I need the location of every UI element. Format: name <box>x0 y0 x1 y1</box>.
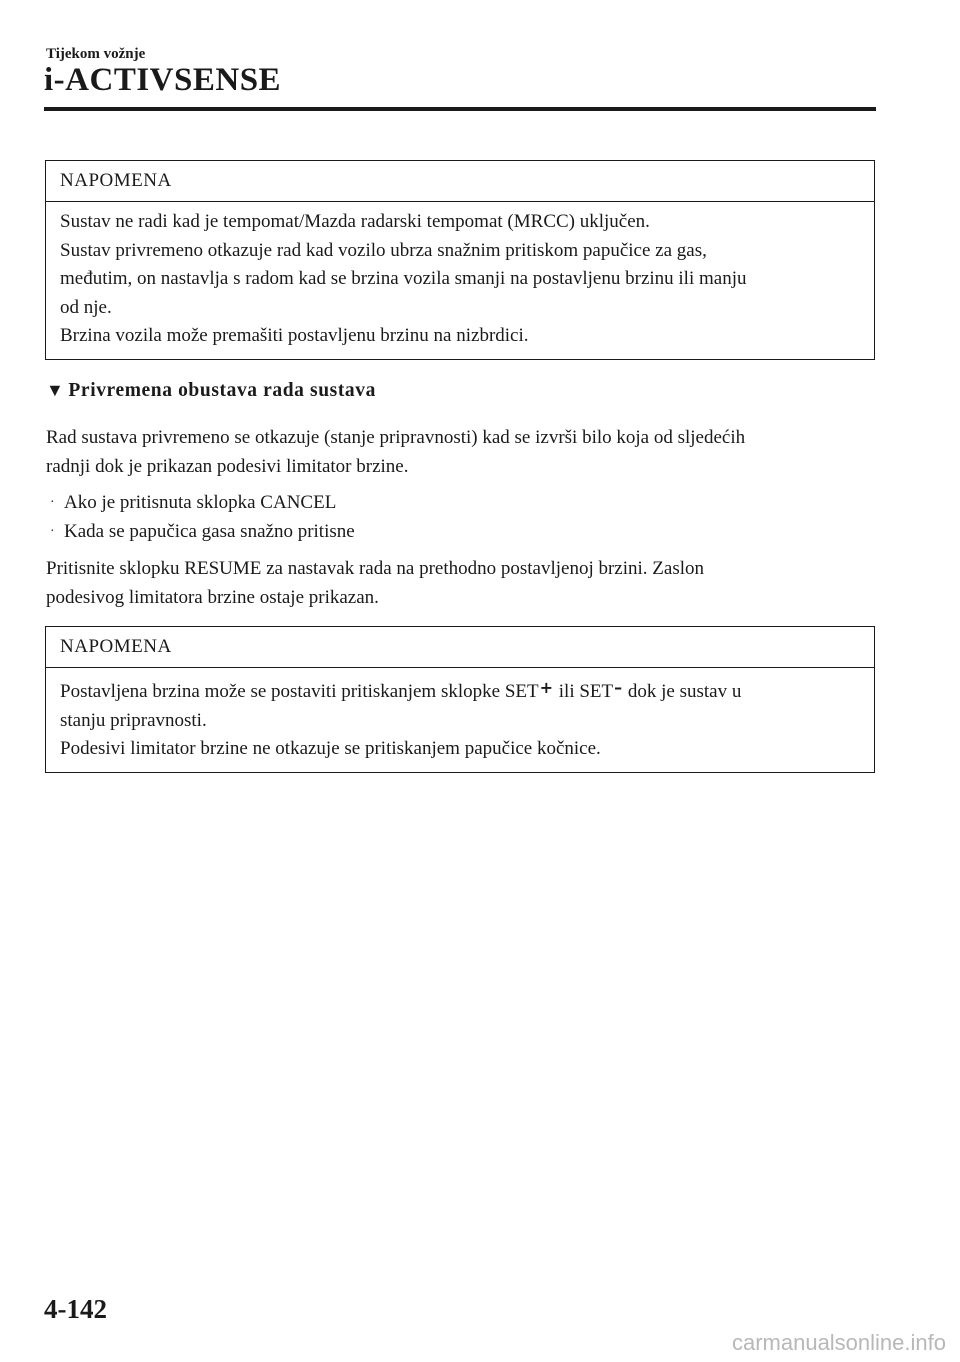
plus-sign-icon: + <box>539 678 554 697</box>
note-box-2 <box>45 626 875 773</box>
section-heading <box>46 380 376 402</box>
watermark: carmanualsonline.info <box>731 1330 946 1355</box>
paragraph-line: radnji dok je prikazan podesivi limitator brzine. <box>46 455 409 477</box>
list-item-text: Ako je pritisnuta sklopka CANCEL <box>64 492 337 513</box>
note-line: Podesivi limitator brzine ne otkazuje se pritiskanjem papučice kočnice. <box>60 738 601 759</box>
section-heading-text: Privremena obustava rada sustava <box>68 380 376 401</box>
bullet-dot-icon: · <box>50 523 55 539</box>
note-line: Sustav ne radi kad je tempomat/Mazda radarski tempomat (MRCC) uključen. <box>60 211 650 232</box>
page-number: 4-142 <box>44 1294 107 1324</box>
note-line: stanju pripravnosti. <box>60 709 207 731</box>
note-body <box>46 202 874 359</box>
bullet-dot-icon: · <box>50 495 55 510</box>
note-line: Postavljena brzina može se postaviti pritiskanjem sklopke SET+ ili SET– dok je sustav u <box>60 678 742 702</box>
note-body <box>46 668 874 772</box>
list-item <box>50 518 355 547</box>
list-item-text: Kada se papučica gasa snažno pritisne <box>64 520 355 542</box>
paragraph-line: podesivog limitatora brzine ostaje prikazan. <box>46 586 379 608</box>
list-item <box>50 489 355 518</box>
note-line: od nje. <box>60 296 112 318</box>
resume-paragraph <box>46 555 866 612</box>
triangle-down-icon: ▼ <box>46 380 65 400</box>
note-line: Sustav privremeno otkazuje rad kad vozilo ubrza snažnim pritiskom papučice za gas, <box>60 239 707 261</box>
minus-sign-icon: – <box>614 678 623 697</box>
note-line: Brzina vozila može premašiti postavljenu brzinu na nizbrdici. <box>60 325 529 346</box>
header-section-label: Tijekom vožnje <box>46 46 146 62</box>
note-heading: NAPOMENA <box>46 627 874 668</box>
note-box-1 <box>45 160 875 360</box>
intro-paragraph <box>46 424 866 481</box>
page-title: i-ACTIVSENSE <box>44 62 282 98</box>
header-rule <box>44 107 876 111</box>
paragraph-line: Pritisnite sklopku RESUME za nastavak rada na prethodno postavljenoj brzini. Zaslon <box>46 558 705 579</box>
paragraph-line: Rad sustava privremeno se otkazuje (stanje pripravnosti) kad se izvrši bilo koja od sljedećih <box>46 427 746 448</box>
bullet-list <box>50 489 355 546</box>
note-line: međutim, on nastavlja s radom kad se brzina vozila smanji na postavljenu brzinu ili manju <box>60 268 747 289</box>
note-heading: NAPOMENA <box>46 161 874 202</box>
